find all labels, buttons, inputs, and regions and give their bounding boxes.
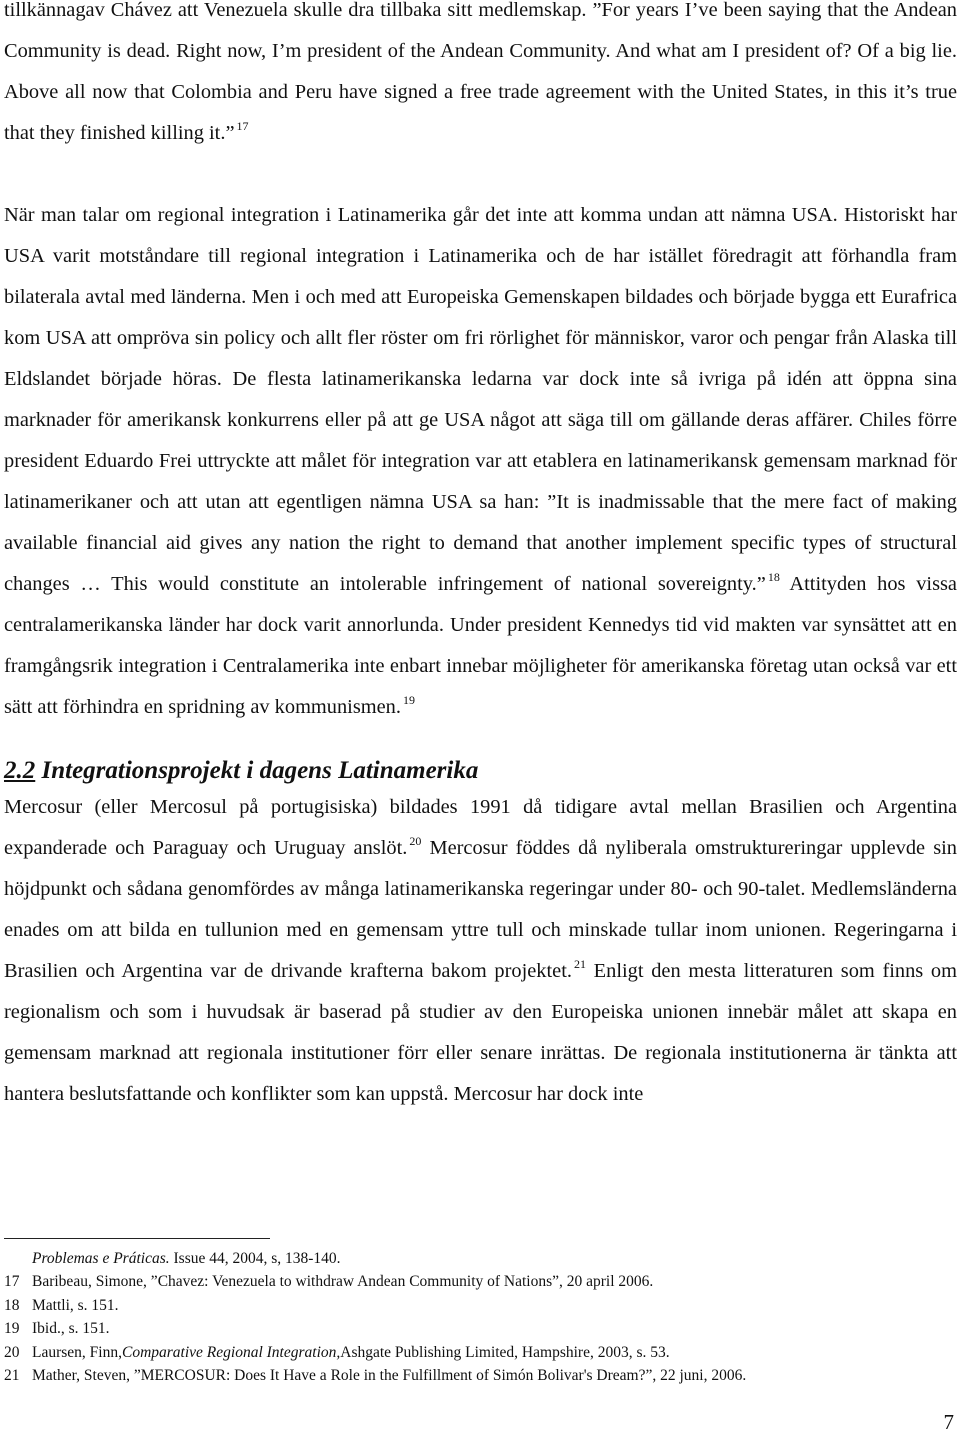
page-number: 7	[943, 1410, 954, 1434]
footnote-text: Baribeau, Simone, ”Chavez: Venezuela to withdraw Andean Community of Nations”, 20 april 2006.	[32, 1273, 654, 1291]
footnote-text: Ibid., s. 151.	[32, 1320, 110, 1338]
paragraph-text: Mercosur (eller Mercosul på portugisiska) bildades 1991 då tidigare avtal mellan Brasilien och Argentina expanderade och Paraguay och Uruguay anslöt.	[4, 796, 957, 859]
footnote-number: 20	[4, 1343, 20, 1361]
section-title: Integrationsprojekt i dagens Latinamerika	[35, 757, 479, 784]
footnote-continuation	[4, 1247, 957, 1270]
paragraph-mercosur	[4, 787, 957, 1115]
footnote-text: Mather, Steven, ”MERCOSUR: Does It Have a Role in the Fulfillment of Simón Bolivar's Dream?”, 22 juni, 2006.	[32, 1367, 747, 1385]
footnote-italic: Comparative Regional Integration,	[121, 1343, 341, 1361]
footnote-text: Laursen, Finn,	[32, 1343, 122, 1361]
footnote-ref-18[interactable]: 18	[767, 570, 780, 584]
page-body	[4, 0, 957, 1115]
footnote-20	[4, 1341, 957, 1364]
footnote-19	[4, 1317, 957, 1340]
footnote-ref-19[interactable]: 19	[402, 693, 415, 707]
paragraph-quote-chavez	[4, 0, 957, 154]
paragraph-text: tillkännagav Chávez att Venezuela skulle dra tillbaka sitt medlemskap. ”For years I’ve been saying that the Andean Community is dead. Right now, I’m president of the Andean Community. And what am I president of? Of a big lie. Above all now that Colombia and Peru have signed a free trade agreement with the United States, in this it’s true that they finished killing it.”	[4, 0, 957, 144]
section-heading	[4, 755, 957, 787]
paragraph-text: Enligt den mesta litteraturen som finns om regionalism och som i huvudsak är baserad på studier av den Europeiska unionen innebär målet att skapa en gemensam marknad att regionala institutioner förr eller senare inrättas. De regionala institutionerna är tänkta att hantera beslutsfattande och konflikter som kan uppstå. Mercosur har dock inte	[4, 960, 957, 1105]
paragraph-text: Mercosur föddes då nyliberala omstruktureringar upplevde sin höjdpunkt och sådana genomfördes av många latinamerikanska regeringar under 80- och 90-talet. Medlemsländerna enades om att bilda en tullunion med en gemensam yttre tull och minskade tullar inom unionen. Regeringarna i Brasilien och Argentina var de drivande krafterna bakom projektet.	[4, 837, 957, 982]
footnote-21	[4, 1364, 957, 1387]
footnote-ref-21[interactable]: 21	[573, 957, 586, 971]
footnote-text: Mattli, s. 151.	[32, 1296, 119, 1314]
footnote-ref-20[interactable]: 20	[409, 834, 422, 848]
paragraph-text: Attityden hos vissa centralamerikanska länder har dock varit annorlunda. Under president Kennedys tid vid makten var synsättet att en framgångsrik integration i Centralamerika inte enbart innebar möjligheter för amerikanska företag utan också var ett sätt att förhindra en spridning av kommunismen.	[4, 573, 957, 718]
paragraph-text: När man talar om regional integration i Latinamerika går det inte att komma undan att nämna USA. Historiskt har USA varit motståndare till regional integration i Latinamerika och de har istället föredragit att förhandla fram bilaterala avtal med länderna. Men i och med att Europeiska Gemenskapen bildades och började bygga ett Eurafrica kom USA att ompröva sin policy och allt fler röster om fri rörlighet för människor, varor och pengar från Alaska till Eldslandet började höras. De flesta latinamerikanska ledarna var dock inte så ivriga på idén att öppna sina marknader för amerikansk konkurrens eller på att ge USA något att säga till om gällande deras affärer. Chiles förre president Eduardo Frei uttryckte att målet för integration var att etablera en latinamerikansk gemensam marknad för latinamerikaner och att utan att egentligen nämna USA sa han: ”It is inadmissable that the mere fact of making available financial aid gives any nation the right to demand that another implement specific types of structural changes … This would constitute an intolerable infringement of national sovereignty.”	[4, 204, 957, 595]
footnote-separator	[4, 1238, 270, 1239]
footnote-number: 17	[4, 1273, 20, 1291]
section-number: 2.2	[4, 757, 36, 784]
footnote-text: Ashgate Publishing Limited, Hampshire, 2003, s. 53.	[340, 1343, 670, 1361]
footnote-number: 21	[4, 1367, 20, 1385]
footnote-17	[4, 1270, 957, 1293]
footnote-ref-17[interactable]: 17	[236, 119, 249, 133]
footnote-text: Issue 44, 2004, s, 138-140.	[169, 1250, 341, 1267]
footnote-18	[4, 1294, 957, 1317]
footnote-italic: Problemas e Práticas.	[32, 1250, 170, 1267]
footnote-number: 19	[4, 1320, 20, 1338]
paragraph-usa-integration	[4, 195, 957, 728]
footnotes	[4, 1247, 957, 1387]
footnote-number: 18	[4, 1296, 20, 1314]
